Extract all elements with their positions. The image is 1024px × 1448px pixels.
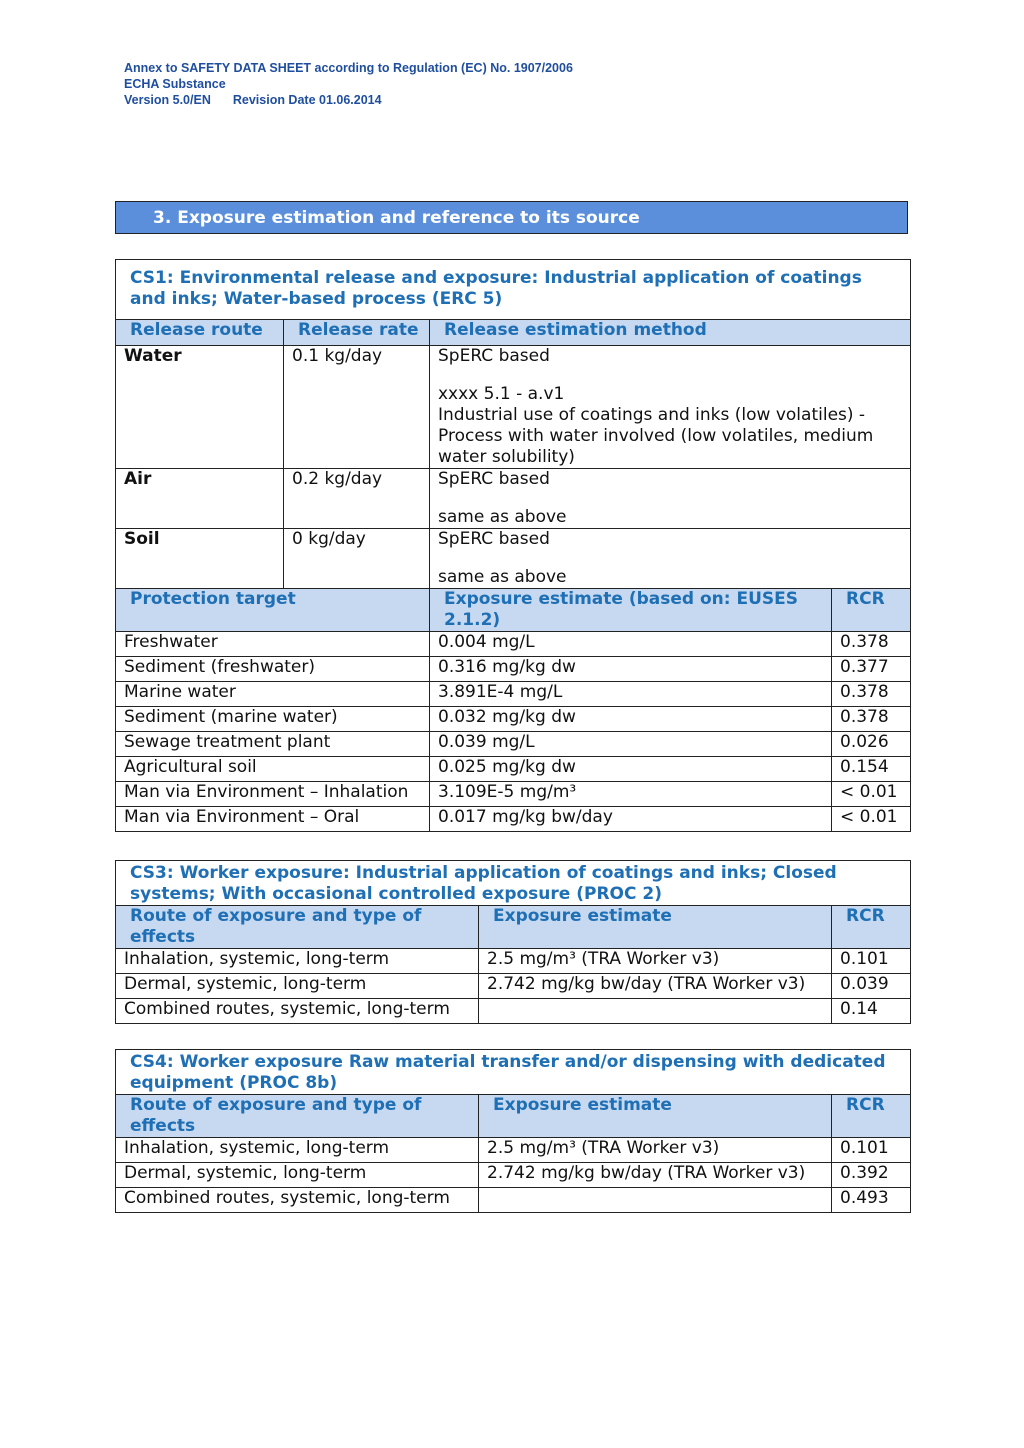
cs1-target-header-row (116, 589, 911, 632)
header-rcr: RCR (832, 1095, 911, 1138)
header-rcr: RCR (832, 589, 911, 632)
release-method-detail: xxxx 5.1 - a.v1 Industrial use of coatings and inks (low volatiles) - Process with water involved (low volatiles, medium water solubility) (438, 384, 874, 467)
protection-target: Freshwater (116, 632, 430, 657)
release-rate: 0.2 kg/day (284, 469, 430, 529)
header-release-route: Release route (116, 320, 284, 346)
exposure-estimate: 0.039 mg/L (430, 732, 832, 757)
exposure-estimate: 2.742 mg/kg bw/day (TRA Worker v3) (479, 974, 832, 999)
header-exposure-estimate: Exposure estimate (based on: EUSES 2.1.2) (430, 589, 832, 632)
rcr-value: 0.378 (832, 707, 911, 732)
exposure-route: Combined routes, systemic, long-term (116, 999, 479, 1024)
exposure-estimate: 3.109E-5 mg/m³ (430, 782, 832, 807)
exposure-estimate: 0.032 mg/kg dw (430, 707, 832, 732)
release-method: SpERC based (438, 529, 550, 549)
protection-target: Sewage treatment plant (116, 732, 430, 757)
section-title: 3. Exposure estimation and reference to its source (115, 201, 908, 234)
cs3-caption: CS3: Worker exposure: Industrial application of coatings and inks; Closed systems; With occasional controlled exposure (PROC 2) (116, 861, 911, 906)
table-row (116, 974, 911, 999)
table-row (116, 632, 911, 657)
cs3-header-row (116, 906, 911, 949)
release-row-air (116, 469, 911, 529)
cs4-caption-row (116, 1050, 911, 1095)
rcr-value: 0.026 (832, 732, 911, 757)
rcr-value: 0.493 (832, 1188, 911, 1213)
rcr-value: 0.039 (832, 974, 911, 999)
header-rcr: RCR (832, 906, 911, 949)
exposure-route: Inhalation, systemic, long-term (116, 1138, 479, 1163)
exposure-estimate: 0.004 mg/L (430, 632, 832, 657)
release-method-cell (430, 529, 911, 589)
exposure-route: Dermal, systemic, long-term (116, 974, 479, 999)
table-row (116, 807, 911, 832)
table-row (116, 1138, 911, 1163)
protection-target: Agricultural soil (116, 757, 430, 782)
exposure-route: Inhalation, systemic, long-term (116, 949, 479, 974)
header-regulation-line: Annex to SAFETY DATA SHEET according to Regulation (EC) No. 1907/2006 (124, 61, 573, 75)
protection-target: Marine water (116, 682, 430, 707)
table-row (116, 1163, 911, 1188)
protection-target: Sediment (marine water) (116, 707, 430, 732)
header-exposure-estimate: Exposure estimate (479, 906, 832, 949)
rcr-value: 0.378 (832, 682, 911, 707)
header-release-method: Release estimation method (430, 320, 911, 346)
table-row (116, 757, 911, 782)
exposure-estimate: 0.025 mg/kg dw (430, 757, 832, 782)
release-route: Soil (116, 529, 284, 589)
table-row (116, 732, 911, 757)
header-route-of-exposure: Route of exposure and type of effects (116, 1095, 479, 1138)
header-release-rate: Release rate (284, 320, 430, 346)
cs3-caption-row (116, 861, 911, 906)
release-rate: 0 kg/day (284, 529, 430, 589)
rcr-value: 0.392 (832, 1163, 911, 1188)
rcr-value: 0.101 (832, 1138, 911, 1163)
release-route: Air (116, 469, 284, 529)
release-row-soil (116, 529, 911, 589)
cs4-header-row (116, 1095, 911, 1138)
rcr-value: 0.377 (832, 657, 911, 682)
rcr-value: < 0.01 (832, 782, 911, 807)
cs1-caption: CS1: Environmental release and exposure: Industrial application of coatings and inks; Water-based process (ERC 5) (116, 260, 911, 320)
exposure-estimate: 0.017 mg/kg bw/day (430, 807, 832, 832)
release-method: SpERC based (438, 469, 550, 489)
document-header (124, 60, 573, 108)
exposure-estimate: 0.316 mg/kg dw (430, 657, 832, 682)
exposure-route: Dermal, systemic, long-term (116, 1163, 479, 1188)
header-exposure-estimate: Exposure estimate (479, 1095, 832, 1138)
exposure-route: Combined routes, systemic, long-term (116, 1188, 479, 1213)
release-row-water (116, 346, 911, 469)
table-row (116, 707, 911, 732)
table-row (116, 682, 911, 707)
protection-target: Man via Environment – Oral (116, 807, 430, 832)
release-route: Water (116, 346, 284, 469)
protection-target: Sediment (freshwater) (116, 657, 430, 682)
exposure-estimate: 2.5 mg/m³ (TRA Worker v3) (479, 1138, 832, 1163)
release-method-detail: same as above (438, 507, 567, 527)
table-row (116, 1188, 911, 1213)
header-protection-target: Protection target (116, 589, 430, 632)
rcr-value: < 0.01 (832, 807, 911, 832)
exposure-estimate (479, 999, 832, 1024)
exposure-estimate: 2.5 mg/m³ (TRA Worker v3) (479, 949, 832, 974)
exposure-estimate (479, 1188, 832, 1213)
cs4-caption: CS4: Worker exposure Raw material transfer and/or dispensing with dedicated equipment (PROC 8b) (116, 1050, 911, 1095)
protection-target: Man via Environment – Inhalation (116, 782, 430, 807)
release-method-cell (430, 346, 911, 469)
header-substance-line: ECHA Substance (124, 77, 226, 91)
header-revision-date: Revision Date 01.06.2014 (232, 93, 382, 107)
exposure-estimate: 2.742 mg/kg bw/day (TRA Worker v3) (479, 1163, 832, 1188)
cs1-caption-row (116, 260, 911, 320)
table-row (116, 949, 911, 974)
cs4-table (115, 1049, 911, 1213)
cs3-table (115, 860, 911, 1024)
header-version-line (124, 92, 573, 108)
rcr-value: 0.154 (832, 757, 911, 782)
release-rate: 0.1 kg/day (284, 346, 430, 469)
cs1-table (115, 259, 911, 832)
release-method-cell (430, 469, 911, 529)
exposure-estimate: 3.891E-4 mg/L (430, 682, 832, 707)
release-method: SpERC based (438, 346, 550, 366)
table-row (116, 782, 911, 807)
table-row (116, 999, 911, 1024)
rcr-value: 0.14 (832, 999, 911, 1024)
rcr-value: 0.101 (832, 949, 911, 974)
cs1-release-header-row (116, 320, 911, 346)
header-version: Version 5.0/EN (124, 93, 211, 107)
release-method-detail: same as above (438, 567, 567, 587)
header-route-of-exposure: Route of exposure and type of effects (116, 906, 479, 949)
rcr-value: 0.378 (832, 632, 911, 657)
table-row (116, 657, 911, 682)
